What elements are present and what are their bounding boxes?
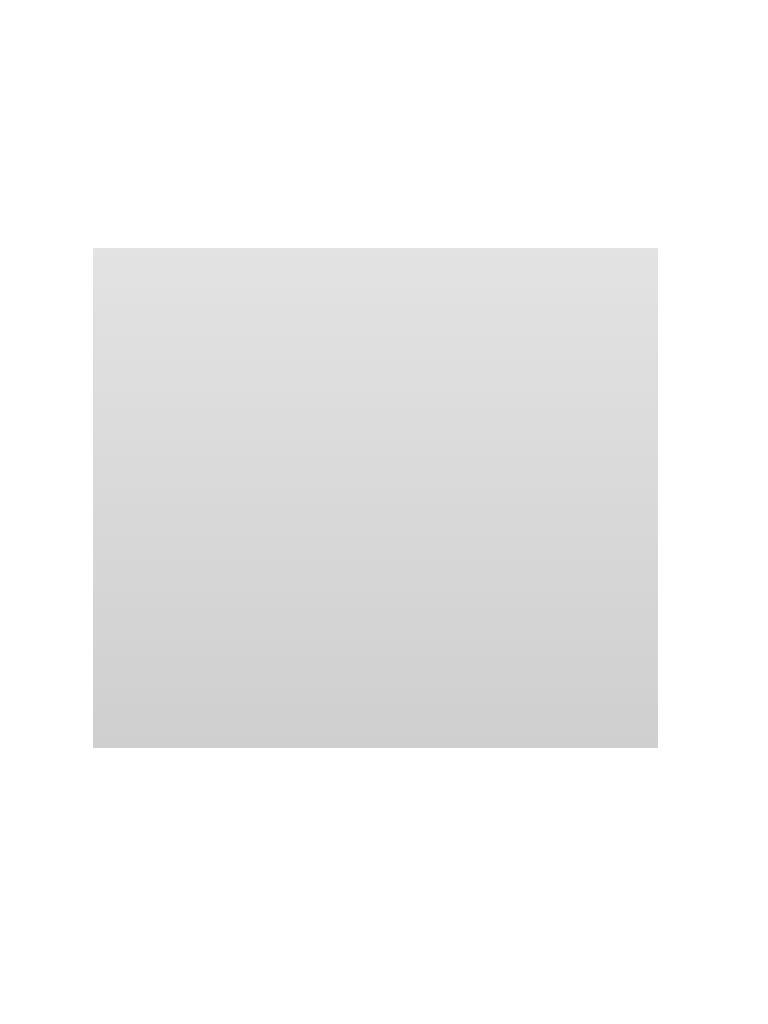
pipe-stack-illustration (93, 248, 658, 748)
pipe-stacking-figure (93, 248, 658, 748)
figure-background (93, 248, 658, 748)
